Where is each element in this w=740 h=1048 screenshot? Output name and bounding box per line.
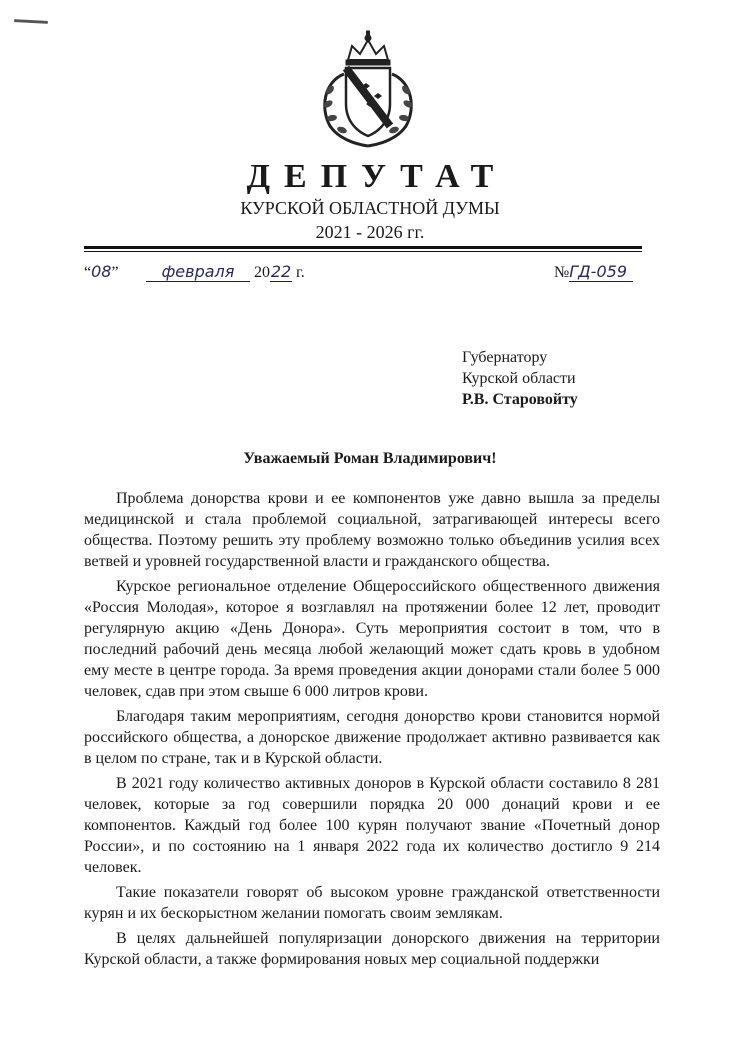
date-year-field: 2022 г. <box>254 262 305 281</box>
paragraph: В целях дальнейшей популяризации донорского движения на территории Курской области, а также формирования новых мер социальной поддержки <box>84 930 660 968</box>
stray-pen-mark <box>14 19 48 24</box>
registration-number-value: ГД-059 <box>569 262 633 282</box>
paragraph: Курское региональное отделение Общероссийского общественного движения «Россия Молодая», которое я возглавлял на протяжении более 12 лет, проводит регулярную акцию «День Донора». Суть мероприятия состоит в том, что в последний рабочий день месяца любой желающий может сдать кровь в удобном ему месте в центре города. За время проведения акции донорами стали более 5 000 человек, сдав при этом свыше 6 000 литров крови. <box>84 578 660 700</box>
paragraph: Благодаря таким мероприятиям, сегодня донорство крови становится нормой российского общества, а донорское движение продолжает активно развивается как в целом по стране, так и в Курской области. <box>84 708 660 767</box>
date-day-field: “08” <box>84 262 119 281</box>
addressee-name: Р.В. Старовойту <box>462 391 578 408</box>
addressee-region: Курской области <box>462 370 576 387</box>
paragraph: Такие показатели говорят об высоком уровне гражданской ответственности курян и их бескорыстном желании помогать своим землякам. <box>84 884 660 922</box>
kursk-coat-of-arms-emblem <box>316 30 420 148</box>
document-subtitle: КУРСКОЙ ОБЛАСТНОЙ ДУМЫ <box>240 198 500 218</box>
header-divider-thick <box>84 246 642 249</box>
salutation: Уважаемый Роман Владимирович! <box>243 450 497 467</box>
date-month-field: февраля <box>146 262 250 282</box>
letter-body <box>84 488 660 974</box>
header-divider-thin <box>84 251 642 252</box>
addressee-block <box>462 347 578 410</box>
document-title: ДЕПУТАТ <box>246 158 508 195</box>
term-years: 2021 - 2026 гг. <box>315 222 425 242</box>
paragraph: В 2021 году количество активных доноров в Курской области составило 8 281 человек, которые за год совершили порядка 20 000 донаций крови и ее компонентов. Каждый год более 100 курян получают звание «Почетный донор России», и по состоянию на 1 января 2022 года их количество достигло 9 214 человек. <box>84 775 660 876</box>
addressee-position: Губернатору <box>462 349 548 366</box>
registration-number: №ГД-059 <box>554 262 633 282</box>
paragraph: Проблема донорства крови и ее компонентов уже давно вышла за пределы медицинской и стала проблемой социальной, затрагивающей интересы всего общества. Поэтому решить эту проблему возможно только объединив усилия всех ветвей и уровней государственной власти и гражданского общества. <box>84 490 660 570</box>
